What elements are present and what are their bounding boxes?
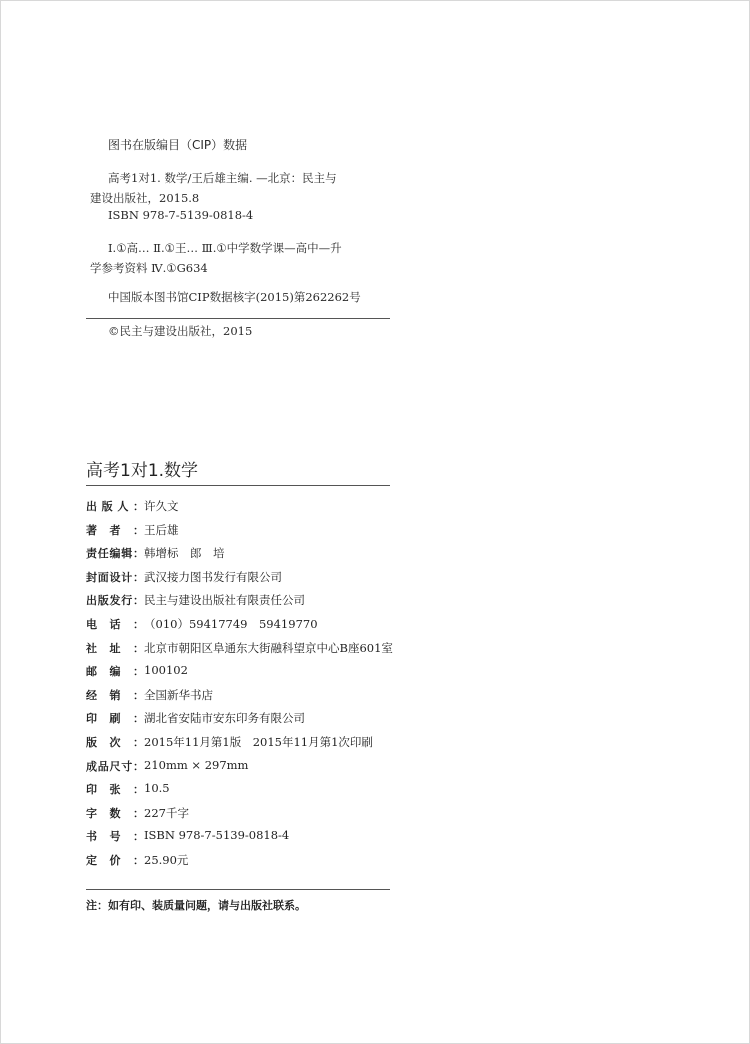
bottom-divider [86,889,390,890]
info-label: 电 话 ： [86,618,144,631]
cip-publisher-line: 建设出版社，2015.8 [90,191,200,205]
info-label: 书 号 ： [86,830,144,844]
info-value: 10.5 [144,781,170,796]
cip-classification-line-2: 学参考资料 Ⅳ.①G634 [90,261,208,275]
info-value: 210mm × 297mm [144,757,249,772]
info-label: 字 数 ： [86,806,144,820]
footnote: 注：如有印、装质量问题，请与出版社联系。 [86,899,306,912]
info-value: ISBN 978-7-5139-0818-4 [144,828,290,843]
cip-isbn: ISBN 978-7-5139-0818-4 [108,208,254,222]
copyright-notice: ©民主与建设出版社，2015 [108,324,253,338]
info-label: 责 任 编 辑 ： [86,547,144,561]
info-value: 全国新华书店 [144,687,213,702]
info-label: 定 价 ： [86,854,144,867]
info-label: 著 者 ： [86,523,144,537]
info-label: 邮 编 ： [86,665,144,679]
info-value: 民主与建设出版社有限责任公司 [144,593,305,608]
cip-classification-line: Ⅰ.①高… Ⅱ.①王… Ⅲ.①中学数学课—高中—升 [108,241,342,255]
info-label: 印 张 ： [86,783,144,797]
info-label: 封 面 设 计 ： [86,570,144,584]
cip-bibliographic-line: 高考1对1. 数学/王后雄主编. —北京：民主与 [108,171,337,185]
info-value: 北京市朝阳区阜通东大街融科望京中心B座601室 [144,640,393,655]
info-value: 许久文 [144,499,179,513]
info-value: （010）59417749 59419770 [144,617,318,631]
info-value: 100102 [144,663,188,678]
info-value: 王后雄 [144,522,179,537]
title-divider [86,485,390,486]
info-value: 227千字 [144,805,189,820]
info-label: 成 品 尺 寸 ： [86,759,144,773]
info-value: 2015年11月第1版 2015年11月第1次印刷 [144,735,373,749]
info-label: 经 销 ： [86,688,144,702]
info-label: 社 址 ： [86,641,144,655]
info-value: 湖北省安陆市安东印务有限公司 [144,711,305,726]
cip-library-record: 中国版本图书馆CIP数据核字(2015)第262262号 [108,290,361,304]
info-value: 25.90元 [144,853,189,867]
book-title: 高考1对1.数学 [86,461,199,481]
info-label: 印 刷 ： [86,712,144,726]
info-value: 韩增标 郎 培 [144,546,225,561]
info-value: 武汉接力图书发行有限公司 [144,569,282,584]
info-label: 版 次 ： [86,736,144,749]
cip-header: 图书在版编目（CIP）数据 [108,138,248,152]
info-label: 出 版 发 行 ： [86,594,144,608]
info-label: 出 版 人 ： [86,500,144,513]
cip-divider [86,318,390,319]
